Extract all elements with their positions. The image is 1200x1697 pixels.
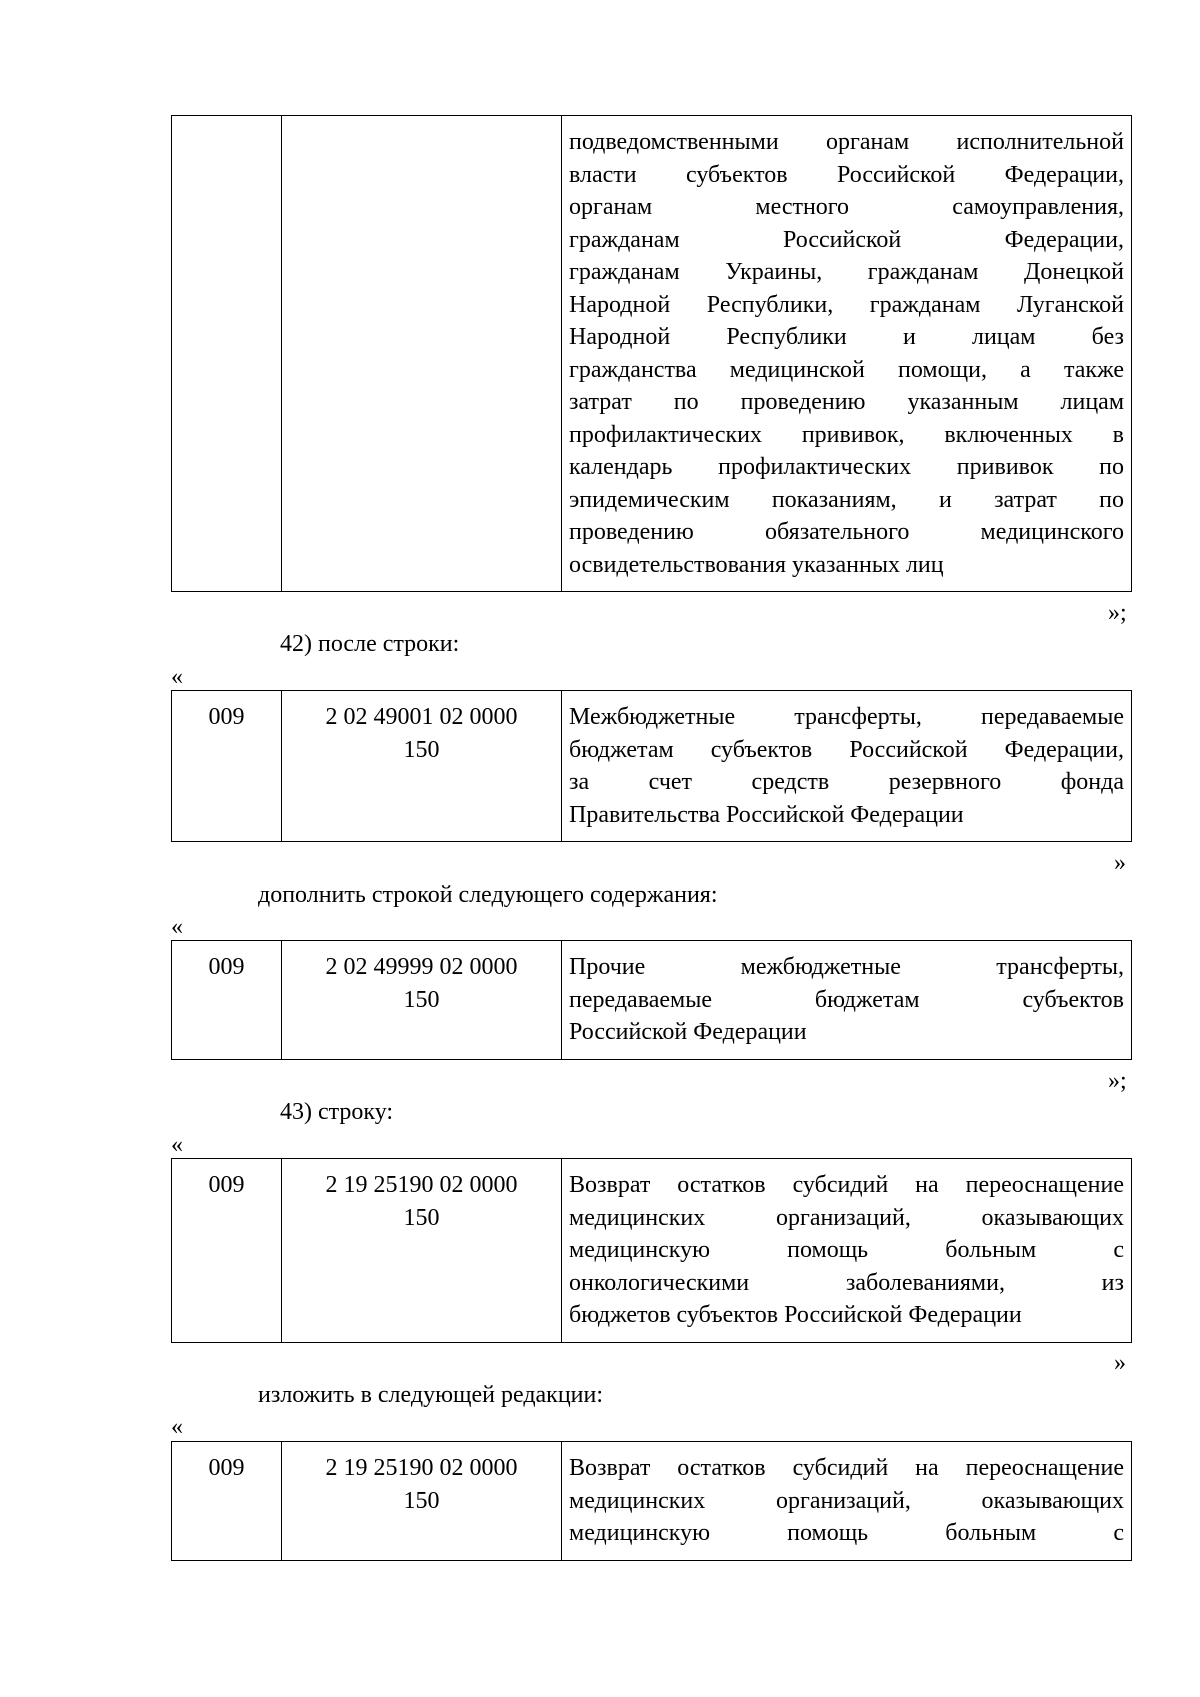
instruction-add-row: дополнить строкой следующего содержания: bbox=[258, 882, 718, 908]
instruction-item-43: 43) строку: bbox=[280, 1099, 394, 1125]
desc-line: календарь профилактических прививок по bbox=[569, 454, 1124, 480]
desc-line: Возврат остатков субсидий на переоснащение bbox=[569, 1172, 1124, 1198]
desc-line: Возврат остатков субсидий на переоснащение bbox=[569, 1455, 1124, 1481]
desc-line: эпидемическим показаниям, и затрат по bbox=[569, 486, 1124, 513]
kbk-line: 2 19 25190 02 0000 bbox=[325, 1455, 518, 1481]
desc-line: Прочие межбюджетные трансферты, bbox=[569, 954, 1124, 980]
kbk-line: 2 02 49999 02 0000 bbox=[325, 954, 518, 980]
desc-line: медицинскую помощь больным с bbox=[569, 1237, 1124, 1263]
closing-quote-mark: »; bbox=[1108, 600, 1127, 626]
code-cell: 009 bbox=[172, 941, 282, 1060]
row-table-original bbox=[171, 1158, 1132, 1343]
kbk-cell bbox=[282, 941, 562, 1060]
table-row bbox=[172, 1159, 1132, 1343]
table-row bbox=[172, 941, 1132, 1060]
kbk-line: 150 bbox=[403, 1204, 440, 1231]
kbk-line: 2 19 25190 02 0000 bbox=[325, 1172, 518, 1198]
desc-line: гражданам Украины, гражданам Донецкой bbox=[569, 259, 1124, 285]
description-cell bbox=[562, 1442, 1132, 1561]
desc-line: Межбюджетные трансферты, передаваемые bbox=[569, 704, 1124, 730]
row-table-after bbox=[171, 690, 1132, 842]
row-table-new-edition bbox=[171, 1441, 1132, 1561]
kbk-cell bbox=[282, 1442, 562, 1561]
code-cell bbox=[172, 116, 282, 592]
table-row bbox=[172, 691, 1132, 842]
desc-line: гражданства медицинской помощи, а также bbox=[569, 356, 1124, 383]
desc-line: медицинскую помощь больным с bbox=[569, 1520, 1124, 1546]
instruction-item-42: 42) после строки: bbox=[280, 631, 460, 657]
opening-quote-mark: « bbox=[171, 914, 183, 940]
table-row bbox=[172, 1442, 1132, 1561]
closing-quote-mark: »; bbox=[1108, 1068, 1127, 1094]
desc-line: Народной Республики и лицам без bbox=[569, 324, 1124, 350]
opening-quote-mark: « bbox=[171, 1132, 183, 1158]
description-cell bbox=[562, 1159, 1132, 1343]
desc-line: освидетельствования указанных лиц bbox=[569, 551, 944, 578]
kbk-line: 150 bbox=[403, 986, 440, 1013]
desc-line: гражданам Российской Федерации, bbox=[569, 226, 1124, 253]
table-row bbox=[172, 116, 1132, 592]
desc-line: бюджетам субъектов Российской Федерации, bbox=[569, 736, 1124, 763]
desc-line: органам местного самоуправления, bbox=[569, 194, 1124, 220]
opening-quote-mark: « bbox=[171, 664, 183, 690]
code-cell: 009 bbox=[172, 1159, 282, 1343]
kbk-line: 150 bbox=[403, 1487, 440, 1514]
continuation-table bbox=[171, 115, 1132, 592]
code-cell: 009 bbox=[172, 1442, 282, 1561]
desc-line: Правительства Российской Федерации bbox=[569, 801, 964, 828]
kbk-cell bbox=[282, 691, 562, 842]
desc-line: профилактических прививок, включенных в bbox=[569, 421, 1124, 448]
kbk-line: 2 02 49001 02 0000 bbox=[325, 704, 518, 730]
desc-line: затрат по проведению указанным лицам bbox=[569, 389, 1124, 415]
desc-line: Российской Федерации bbox=[569, 1019, 807, 1045]
desc-line: передаваемые бюджетам субъектов bbox=[569, 986, 1124, 1013]
desc-line: Народной Республики, гражданам Луганской bbox=[569, 291, 1124, 318]
desc-line: власти субъектов Российской Федерации, bbox=[569, 161, 1124, 188]
kbk-cell bbox=[282, 116, 562, 592]
closing-quote-mark: » bbox=[1114, 1350, 1126, 1376]
description-cell bbox=[562, 941, 1132, 1060]
kbk-cell bbox=[282, 1159, 562, 1343]
desc-line: подведомственными органам исполнительной bbox=[569, 129, 1124, 155]
desc-line: онкологическими заболеваниями, из bbox=[569, 1269, 1124, 1296]
code-cell: 009 bbox=[172, 691, 282, 842]
row-table-added bbox=[171, 940, 1132, 1060]
desc-line: медицинских организаций, оказывающих bbox=[569, 1487, 1124, 1514]
opening-quote-mark: « bbox=[171, 1414, 183, 1440]
desc-line: проведению обязательного медицинского bbox=[569, 519, 1124, 545]
kbk-line: 150 bbox=[403, 736, 440, 763]
closing-quote-mark: » bbox=[1114, 850, 1126, 876]
desc-line: медицинских организаций, оказывающих bbox=[569, 1204, 1124, 1231]
description-cell bbox=[562, 691, 1132, 842]
instruction-restate: изложить в следующей редакции: bbox=[258, 1382, 604, 1408]
description-cell bbox=[562, 116, 1132, 592]
desc-line: бюджетов субъектов Российской Федерации bbox=[569, 1302, 1022, 1328]
desc-line: за счет средств резервного фонда bbox=[569, 769, 1124, 795]
